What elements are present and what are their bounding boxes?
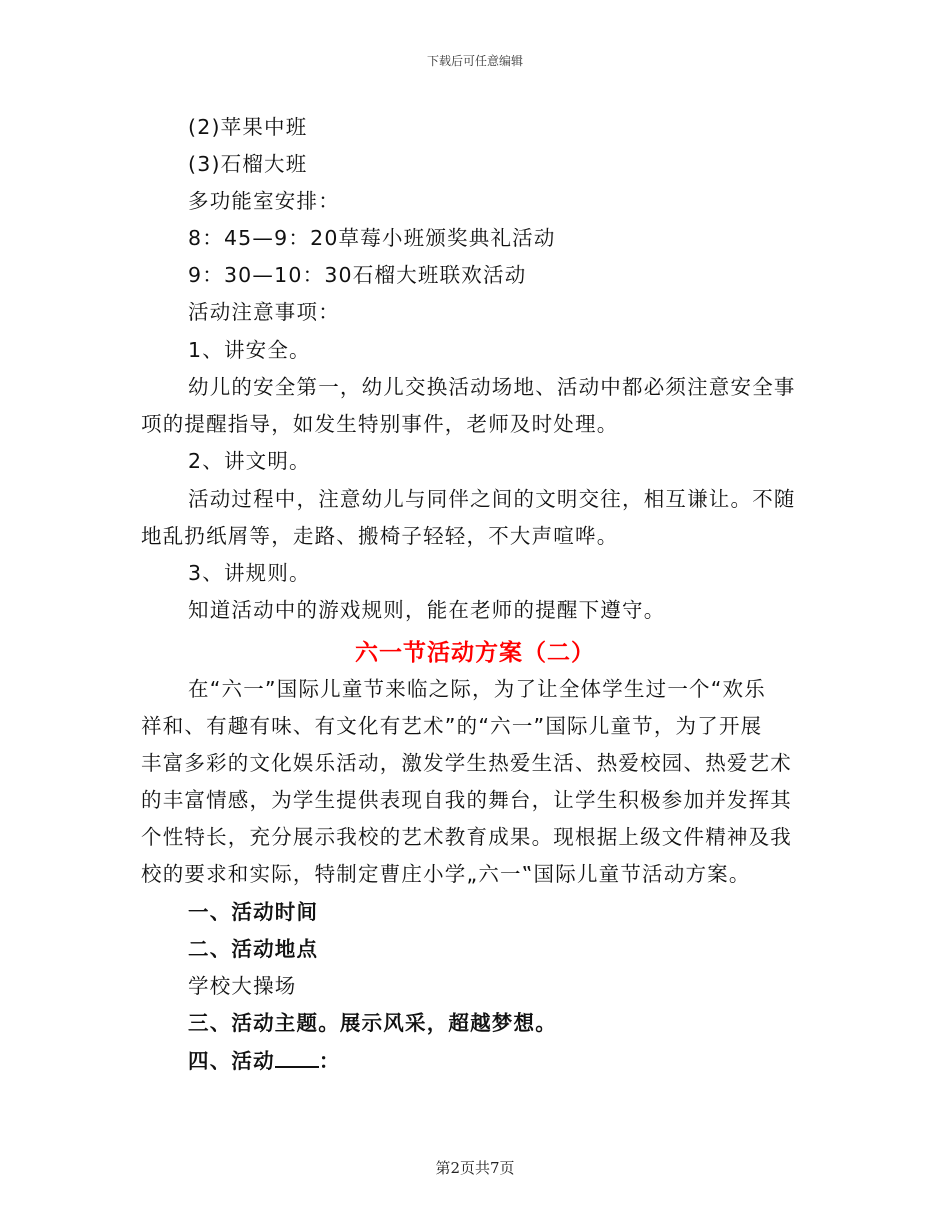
page-header: 下载后可任意编辑 — [426, 54, 523, 68]
location-text: 学校大操场 — [188, 974, 297, 998]
heading-activity-time: 一、活动时间 — [188, 900, 319, 924]
text-line: 活动过程中，注意幼儿与同伴之间的文明交往，相互谦让。不随 — [188, 487, 796, 511]
heading-activity-location: 二、活动地点 — [188, 937, 319, 961]
text-line: (3)石榴大班 — [188, 152, 308, 176]
text-line: 9：30—10：30石榴大班联欢活动 — [188, 263, 527, 287]
text-line: 多功能室安排： — [188, 189, 340, 213]
text-line: 项的提醒指导，如发生特别事件，老师及时处理。 — [141, 412, 619, 436]
heading-activity-item4 — [188, 1046, 341, 1075]
paragraph-line: 的丰富情感，为学生提供表现自我的舞台，让学生积极参加并发挥其 — [141, 788, 792, 812]
paragraph-line: 在“六一”国际儿童节来临之际，为了让全体学生过一个“欢乐 — [188, 677, 766, 701]
item4-colon: ： — [318, 1049, 341, 1073]
paragraph-line: 校的要求和实际，特制定曹庄小学„六一‟国际儿童节活动方案。 — [141, 862, 751, 886]
page-footer: 第2页共7页 — [435, 1159, 515, 1177]
paragraph-line: 个性特长，充分展示我校的艺术教育成果。现根据上级文件精神及我 — [141, 825, 792, 849]
paragraph-line: 祥和、有趣有味、有文化有艺术”的“六一”国际儿童节，为了开展 — [141, 714, 763, 738]
text-line: 3、讲规则。 — [188, 561, 311, 585]
item4-label: 四、活动 — [188, 1049, 275, 1073]
text-line: 1、讲安全。 — [188, 338, 311, 362]
fill-in-blank — [275, 1046, 319, 1068]
heading-activity-theme: 三、活动主题。展示风采，超越梦想。 — [188, 1011, 557, 1035]
text-line: (2)苹果中班 — [188, 115, 308, 139]
paragraph-line: 丰富多彩的文化娱乐活动，激发学生热爱生活、热爱校园、热爱艺术 — [141, 751, 792, 775]
text-line: 2、讲文明。 — [188, 449, 311, 473]
section-title: 六一节活动方案（二） — [355, 640, 595, 666]
text-line: 幼儿的安全第一，幼儿交换活动场地、活动中都必须注意安全事 — [188, 375, 796, 399]
text-line: 活动注意事项： — [188, 300, 340, 324]
text-line: 地乱扔纸屑等，走路、搬椅子轻轻，不大声喧哗。 — [141, 524, 619, 548]
text-line: 知道活动中的游戏规则，能在老师的提醒下遵守。 — [188, 598, 666, 622]
text-line: 8：45—9：20草莓小班颁奖典礼活动 — [188, 226, 556, 250]
